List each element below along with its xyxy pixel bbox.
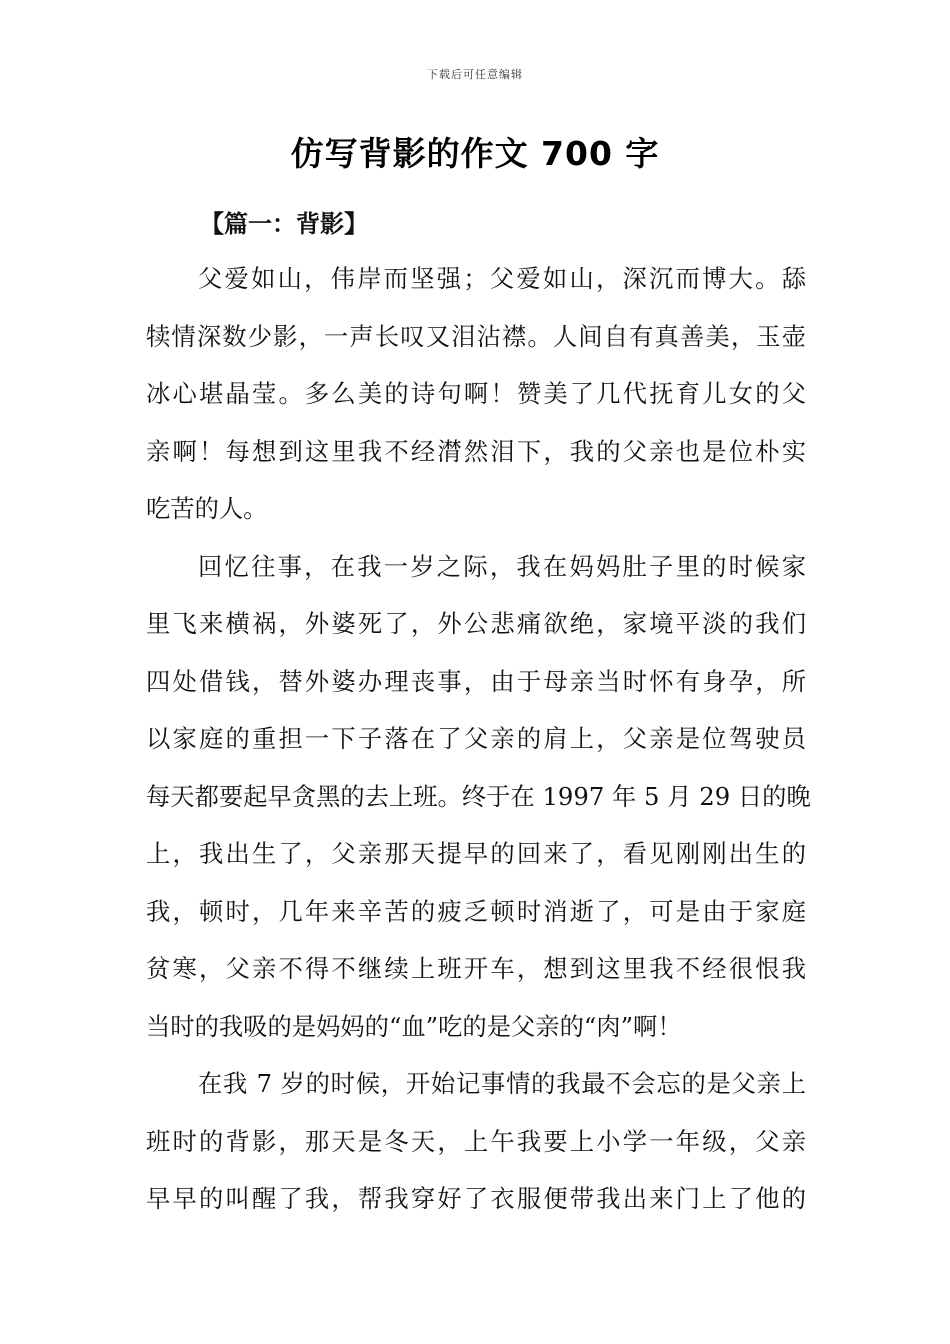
text-line: 早早的叫醒了我，帮我穿好了衣服便带我出来门上了他的 <box>146 1184 806 1213</box>
text-line: 上，我出生了，父亲那天提早的回来了，看见刚刚出生的 <box>146 839 806 868</box>
text-line: 班时的背影，那天是冬天，上午我要上小学一年级，父亲 <box>146 1126 806 1156</box>
text-line: 以家庭的重担一下子落在了父亲的肩上，父亲是位驾驶员 <box>146 724 806 753</box>
text-line: 当时的我吸的是妈妈的“血”吃的是父亲的“肉”啊！ <box>146 1011 682 1041</box>
text-line: 我，顿时，几年来辛苦的疲乏顿时消逝了，可是由于家庭 <box>146 896 806 926</box>
text-line: 冰心堪晶莹。多么美的诗句啊！赞美了几代抚育儿女的父 <box>146 379 806 408</box>
text-line: 犊情深数少影，一声长叹又泪沾襟。人间自有真善美，玉壶 <box>146 321 806 351</box>
section-heading: 【篇一：背影】 <box>200 209 368 238</box>
page-title: 仿写背影的作文 700 字 <box>290 134 660 173</box>
text-line: 里飞来横祸，外婆死了，外公悲痛欲绝，家境平淡的我们 <box>146 609 806 638</box>
paragraph <box>146 1055 806 1228</box>
text-line: 贫寒，父亲不得不继续上班开车，想到这里我不经很恨我 <box>146 954 806 983</box>
text-line: 每天都要起早贪黑的去上班。终于在 1997 年 5 月 29 日的晚 <box>146 781 811 811</box>
text-line: 回忆往事，在我一岁之际，我在妈妈肚子里的时候家 <box>198 551 806 581</box>
text-line: 亲啊！每想到这里我不经潸然泪下，我的父亲也是位朴实 <box>146 436 806 466</box>
paragraph <box>146 538 811 1056</box>
text-line: 在我 7 岁的时候，开始记事情的我最不会忘的是父亲上 <box>198 1069 806 1098</box>
text-line: 吃苦的人。 <box>146 494 268 523</box>
text-line: 父爱如山，伟岸而坚强；父爱如山，深沉而博大。舔 <box>198 264 806 293</box>
header-note: 下载后可任意编辑 <box>427 68 523 81</box>
text-line: 四处借钱，替外婆办理丧事，由于母亲当时怀有身孕，所 <box>146 666 806 696</box>
article-body <box>146 250 811 1228</box>
paragraph <box>146 250 806 538</box>
